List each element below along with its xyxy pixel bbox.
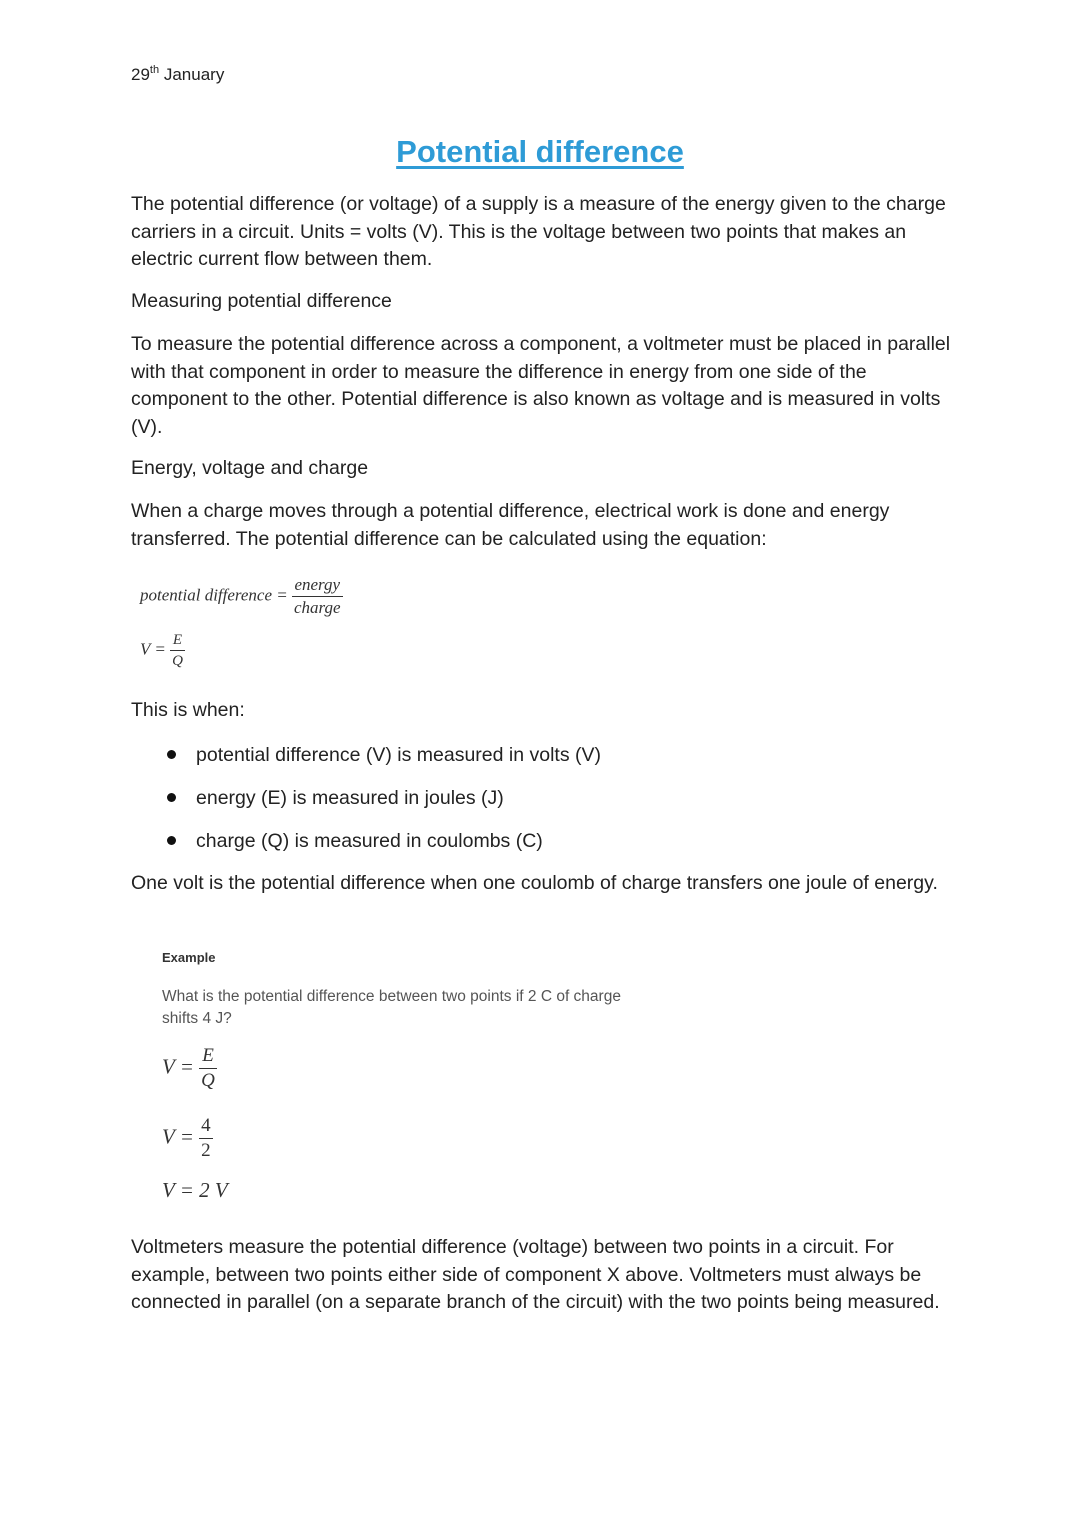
equation-symbols-numerator: E <box>170 630 185 651</box>
date-day: 29 <box>131 65 150 84</box>
example-step-1-lhs: V = <box>162 1054 194 1079</box>
equation-words <box>140 574 343 619</box>
bullet-icon <box>167 750 176 759</box>
example-step-1-denominator: Q <box>201 1070 215 1091</box>
example-step-1 <box>162 1044 217 1093</box>
example-question: What is the potential difference between two points if 2 C of charge shifts 4 J? <box>162 988 621 1027</box>
list-item: charge (Q) is measured in coulombs (C) <box>160 826 920 869</box>
example-step-1-fraction <box>199 1044 217 1093</box>
measuring-heading: Measuring potential difference <box>131 290 392 312</box>
date-suffix: th <box>149 64 160 76</box>
page-title: Potential difference <box>396 134 684 169</box>
energy-heading: Energy, voltage and charge <box>131 457 369 479</box>
equation-symbols-lhs: V = <box>140 639 166 659</box>
date <box>131 64 224 85</box>
date-month: January <box>163 65 225 84</box>
one-volt-paragraph: One volt is the potential difference when one coulomb of charge transfers one joule of energy. <box>131 872 938 894</box>
this-is-when: This is when: <box>131 699 245 721</box>
example-step-3: V = 2 V <box>162 1178 228 1202</box>
bullet-icon <box>167 793 176 802</box>
equation-words-fraction <box>292 574 343 619</box>
equation-symbols <box>140 630 185 671</box>
example-step-2-fraction <box>199 1114 213 1163</box>
example-step-2-numerator: 4 <box>199 1114 213 1139</box>
equation-symbols-fraction <box>170 630 185 671</box>
equation-words-denominator: charge <box>294 598 341 617</box>
example-step-1-numerator: E <box>199 1044 217 1069</box>
bullet-icon <box>167 836 176 845</box>
example-step-2 <box>162 1114 213 1163</box>
example-step-2-lhs: V = <box>162 1124 194 1149</box>
list-item: energy (E) is measured in joules (J) <box>160 783 920 826</box>
voltmeters-paragraph: Voltmeters measure the potential difference (voltage) between two points in a circuit. For example, between two points either side of component X above. Voltmeters must always be connected in parallel (on a separate branch of the circuit) with the two points being measured. <box>131 1236 940 1313</box>
energy-paragraph: When a charge moves through a potential difference, electrical work is done and energy transferred. The potential difference can be calculated using the equation: <box>131 500 890 550</box>
equation-words-lhs: potential difference = <box>140 585 288 605</box>
units-list <box>160 740 920 869</box>
measuring-paragraph: To measure the potential difference across a component, a voltmeter must be placed in parallel with that component in order to measure the difference in energy from one side of the component to the other. Potential difference is also known as voltage and is measured in volts (V). <box>131 333 951 438</box>
example-step-2-denominator: 2 <box>201 1140 211 1161</box>
list-item: potential difference (V) is measured in volts (V) <box>160 740 920 783</box>
equation-symbols-denominator: Q <box>172 653 183 669</box>
equation-words-numerator: energy <box>292 574 343 597</box>
intro-paragraph: The potential difference (or voltage) of a supply is a measure of the energy given to the charge carriers in a circuit. Units = volts (V). This is the voltage between two points that makes an electric current flow between them. <box>131 193 946 270</box>
example-label: Example <box>162 950 216 965</box>
